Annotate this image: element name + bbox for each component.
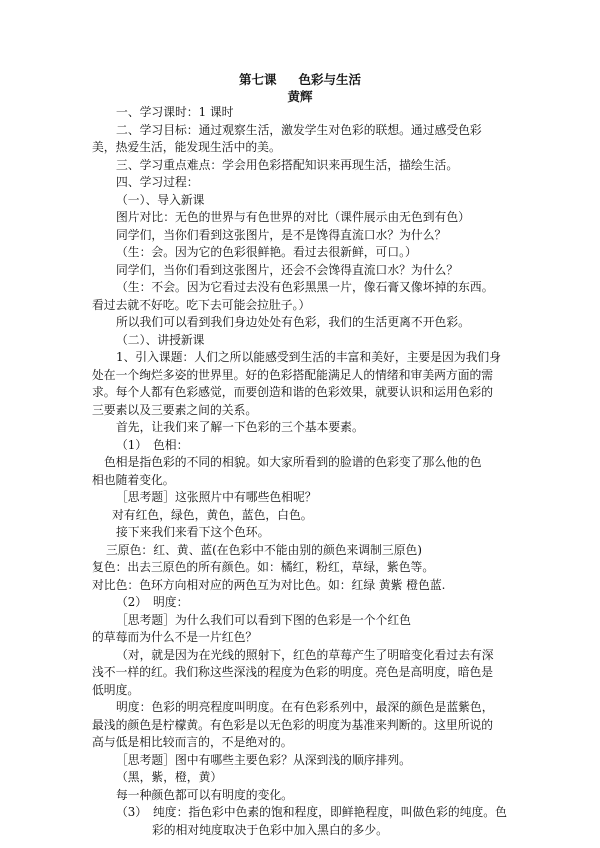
text-line: 接下来我们来看下这个色环。 [116,525,270,539]
text-line: 美，热爱生活，能发现生活中的美。 [92,140,281,154]
text-line: 同学们，当你们看到这张图片，是不是馋得直流口水？为什么？ [116,228,447,242]
text-line: 每一种颜色都可以有明度的变化。 [116,788,293,802]
text-line: （3） 纯度：指色彩中色素的饱和程度，即鲜艳程度，叫做色彩的纯度。色 [116,805,507,819]
text-line: 高与低是相比较而言的，不是绝对的。 [92,735,293,749]
text-line: （1） 色相： [116,438,189,452]
text-line: （对，就是因为在光线的照射下，红色的草莓产生了明暗变化看过去有深 [116,648,494,662]
text-line: 1、引入课题：人们之所以能感受到生活的丰富和美好，主要是因为我们身 [116,350,502,364]
text-line: ［思考题］图中有哪些主要色彩？从深到浅的顺序排列。 [116,753,411,767]
text-line: 色相是指色彩的不同的相貌。如大家所看到的脸谱的色彩变了那么他的色 [104,455,482,469]
text-line: （生：会。因为它的色彩很鲜艳。看过去很新鲜，可口。） [116,245,417,259]
text-line: 彩的相对纯度取决于色彩中加入黑白的多少。 [152,823,388,837]
text-line: 求。每个人都有色彩感觉，而要创造和谐的色彩效果，就要认识和运用色彩的 [92,385,494,399]
text-line: （一）、导入新课 [116,193,205,207]
lesson-topic: 色彩与生活 [298,72,362,87]
text-line: 三、学习重点难点：学会用色彩搭配知识来再现生活，描绘生活。 [116,158,459,172]
text-line: 所以我们可以看到我们身边处处有色彩，我们的生活更离不开色彩。 [116,315,470,329]
text-line: 四、学习过程： [116,175,199,189]
text-line: 三要素以及三要素之间的关系。 [92,403,258,417]
text-line: 处在一个绚烂多姿的世界里。好的色彩搭配能满足人的情绪和审美两方面的需 [92,368,494,382]
text-line: ［思考题］这张照片中有哪些色相呢？ [116,490,317,504]
author-name: 黄辉 [287,89,313,104]
text-line: 明度：色彩的明亮程度叫明度。在有色彩系列中，最深的颜色是蓝紫色， [116,700,494,714]
text-line: 同学们，当你们看到这张图片，还会不会馋得直流口水？为什么？ [116,263,459,277]
text-line: 二、学习目标：通过观察生活，激发学生对色彩的联想。通过感受色彩 [116,123,482,137]
text-line: ［思考题］为什么我们可以看到下图的色彩是一个个红色 [116,613,411,627]
text-line: 低明度。 [92,683,140,697]
lesson-number: 第七课 [238,72,277,87]
lesson-title [0,71,600,88]
text-line: 的草莓而为什么不是一片红色？ [92,630,258,644]
text-line: 最浅的颜色是柠檬黄。有色彩是以无色彩的明度为基准来判断的。这里所说的 [92,718,494,732]
text-line: 三原色：红、黄、蓝(在色彩中不能由别的颜色来调制三原色) [106,543,422,557]
text-line: （二）、讲授新课 [116,333,205,347]
text-line: （生：不会。因为它看过去没有色彩黑黑一片，像石膏又像坏掉的东西。 [116,280,494,294]
text-line: 复色：出去三原色的所有颜色。如：橘红，粉红，草绿，紫色等。 [92,560,435,574]
text-line: （黑，紫，橙，黄） [116,770,223,784]
text-line: （2） 明度： [116,595,189,609]
text-line: 对有红色，绿色，黄色，蓝色，白色。 [112,508,313,522]
text-line: 看过去就不好吃。吃下去可能会拉肚子。） [92,298,311,312]
text-line: 一、学习课时：1 课时 [116,105,234,119]
text-line: 相也随着变化。 [92,473,175,487]
text-line: 浅不一样的红。我们称这些深浅的程度为色彩的明度。亮色是高明度，暗色是 [92,665,494,679]
text-line: 首先，让我们来了解一下色彩的三个基本要素。 [116,420,364,434]
text-line: 图片对比：无色的世界与有色世界的对比（课件展示由无色到有色） [116,210,470,224]
text-line: 对比色：色环方向相对应的两色互为对比色。如：红绿 黄紫 橙色蓝. [92,578,446,592]
